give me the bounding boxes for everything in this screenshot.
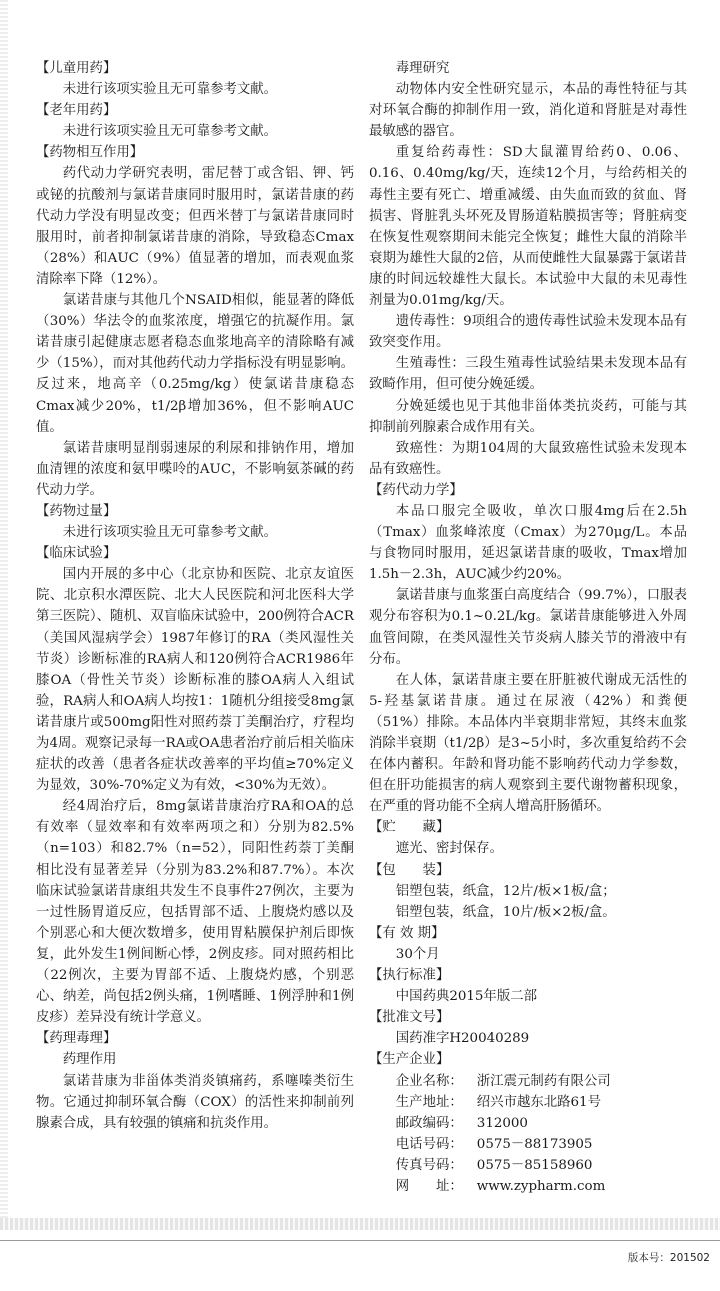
version-number: 版本号：201502 [627,1252,710,1264]
section-children [36,58,354,100]
manufacturer-address-label: 生产地址： [395,1094,463,1110]
standard-text: 中国药典2015年版二部 [395,989,537,1005]
section-pharmacokinetics [369,480,687,818]
manufacturer-address: 绍兴市越东北路61号 [476,1094,601,1110]
manufacturer-name-label: 企业名称： [395,1073,463,1089]
footer-divider [0,1240,720,1241]
clinical-paragraph-2: 经4周治疗后，8mg氯诺昔康治疗RA和OA的总有效率（显效率和有效率两项之和）分别为82.5%（n=103）和82.7%（n=52），同阳性药萘丁美酮相比没有显著差异（分别为83.2%和87.7%）。本次临床试验氯诺昔康组共发生不良事件27例次，主要为一过性肠胃道反应，包括胃部不适、上腹烧灼感以及个别恶心和大便次数增多，使用胃粘膜保护剂后即恢复，此外发生1例间断心悸，2例皮疹。同对照药相比（22例次，主要为胃部不适、上腹烧灼感，个别恶心、纳差，尚包括2例头痛，1例嗜睡、1例浮肿和1例皮疹）差异没有统计学意义。 [36,799,354,1026]
overdose-text: 未进行该项实验且无可靠参考文献。 [62,525,278,541]
manufacturer-fax-row [369,1155,687,1176]
pharmacology-subheading: 药理作用 [62,1052,117,1068]
manufacturer-address-row [369,1092,687,1113]
section-heading-interaction: 【药物相互作用】 [36,145,144,161]
section-heading-clinical: 【临床试验】 [36,546,117,562]
elderly-text: 未进行该项实验且无可靠参考文献。 [62,124,278,140]
section-package [369,860,687,923]
manufacturer-zip: 312000 [476,1115,528,1131]
toxicology-subheading: 毒理研究 [395,61,450,76]
toxicology-paragraph-3: 遗传毒性：9项组合的遗传毒性试验未发现本品有致突变作用。 [369,314,687,351]
left-column [36,58,354,1134]
approval-number: 国药准字H20040289 [395,1031,530,1047]
manufacturer-fax: 0575－85158960 [476,1157,593,1173]
manufacturer-name-row [369,1071,687,1092]
manufacturer-fax-label: 传真号码： [395,1157,463,1173]
pharmacology-paragraph: 氯诺昔康为非甾体类消炎镇痛药，系噻嗪类衍生物。它通过抑制环氧合酶（COX）的活性来抑制前列腺素合成，具有较强的镇痛和抗炎作用。 [36,1073,354,1131]
manufacturer-phone-label: 电话号码： [395,1136,463,1152]
pk-paragraph-1: 本品口服完全吸收，单次口服4mg后在2.5h（Tmax）血浆峰浓度（Cmax）为270μg/L。本品与食物同时服用，延迟氯诺昔康的吸收，Tmax增加1.5h－2.3h，AUC减少约20%。 [369,503,687,583]
right-column [369,58,687,1197]
section-elderly [36,100,354,142]
section-manufacturer [369,1049,687,1197]
section-heading-storage: 【贮 藏】 [369,820,450,836]
clinical-paragraph-1: 国内开展的多中心（北京协和医院、北京友谊医院、北京积水潭医院、北大人民医院和河北医科大学第三医院）、随机、双盲临床试验中，200例符合ACR（美国风湿病学会）1987年修订的RA（类风湿性关节炎）诊断标准的RA病人和120例符合ACR1986年膝OA（骨性关节炎）诊断标准的膝OA病人入组试验，RA病人和OA病人均按1：1随机分组接受8mg氯诺昔康片或500mg阳性对照药萘丁美酮治疗，疗程均为4周。观察记录每一RA或OA患者治疗前后相关临床症状的改善（患者各症状改善率的平均值≥70%定义为显效，30%-70%定义为有效，<30%为无效）。 [36,567,354,794]
package-line-2: 铝塑包装，纸盒，10片/板×2板/盒。 [395,904,616,920]
children-text: 未进行该项实验且无可靠参考文献。 [62,82,278,98]
section-heading-overdose: 【药物过量】 [36,503,117,519]
section-heading-manufacturer: 【生产企业】 [369,1052,450,1068]
section-heading-children: 【儿童用药】 [36,61,117,76]
section-heading-elderly: 【老年用药】 [36,103,117,119]
section-heading-approval: 【批准文号】 [369,1010,450,1026]
interaction-paragraph-3: 氯诺昔康明显削弱速尿的利尿和排钠作用，增加血清锂的浓度和氨甲喋呤的AUC，不影响氨茶碱的药代动力学。 [36,440,354,498]
toxicology-paragraph-6: 致癌性：为期104周的大鼠致癌性试验未发现本品有致癌性。 [369,440,687,477]
validity-text: 30个月 [395,946,440,962]
section-heading-pharmacokinetics: 【药代动力学】 [369,482,463,498]
manufacturer-website: www.zypharm.com [476,1178,606,1194]
manufacturer-zip-row [369,1113,687,1134]
manufacturer-website-row [369,1176,687,1197]
section-heading-standard: 【执行标准】 [369,968,450,984]
section-standard [369,965,687,1007]
footer-pattern-band [0,1218,720,1230]
toxicology-paragraph-5: 分娩延缓也见于其他非甾体类抗炎药，可能与其抑制前列腺素合成作用有关。 [369,398,687,435]
manufacturer-phone-row [369,1134,687,1155]
section-heading-package: 【包 装】 [369,862,450,878]
manufacturer-website-label: 网 址： [395,1178,463,1194]
package-line-1: 铝塑包装，纸盒，12片/板×1板/盒； [395,883,616,899]
section-toxicology [369,58,687,480]
pk-paragraph-2: 氯诺昔康与血浆蛋白高度结合（99.7%），口服表观分布容积为0.1~0.2L/kg。氯诺昔康能够进入外周血管间隙，在类风湿性关节炎病人膝关节的滑液中有分布。 [369,588,687,667]
toxicology-paragraph-4: 生殖毒性：三段生殖毒性试验结果未发现本品有致畸作用，但可使分娩延缓。 [369,356,687,393]
section-storage [369,817,687,859]
manufacturer-name: 浙江震元制药有限公司 [476,1073,611,1089]
section-clinical [36,543,354,1028]
section-validity [369,923,687,965]
manufacturer-zip-label: 邮政编码： [395,1115,463,1131]
pk-paragraph-3: 在人体，氯诺昔康主要在肝脏被代谢成无活性的5-羟基氯诺昔康。通过在尿液（42%）和粪便（51%）排除。本品体内半衰期非常短，其终末血浆消除半衰期（t1/2β）是3~5小时，多次重复给药不会在体内蓄积。年龄和肾功能不影响药代动力学参数，但在肝功能损害的病人观察到主要代谢物蓄积现象，在严重的肾功能不全病人增高肝肠循环。 [369,672,687,815]
section-heading-pharmtox: 【药理毒理】 [36,1031,117,1047]
section-interaction [36,142,354,501]
section-approval [369,1007,687,1049]
toxicology-paragraph-1: 动物体内安全性研究显示，本品的毒性特征与其对环氧合酶的抑制作用一致，消化道和肾脏是对毒性最敏感的器官。 [369,82,687,140]
section-overdose [36,501,354,543]
section-pharmtox [36,1028,354,1133]
interaction-paragraph-1: 药代动力学研究表明，雷尼替丁或含铝、钾、钙或铋的抗酸剂与氯诺昔康同时服用时，氯诺昔康的药代动力学没有明显改变；但西米替丁与氯诺昔康同时服用时，前者抑制氯诺昔康的消除，导致稳态Cmax（28%）和AUC（9%）值显著的增加，而表观血浆清除率下降（12%）。 [36,166,354,287]
scan-edge-artifact [0,0,8,1218]
interaction-paragraph-2: 氯诺昔康与其他几个NSAID相似，能显著的降低（30%）华法令的血浆浓度，增强它的抗凝作用。氯诺昔康引起健康志愿者稳态血浆地高辛的清除略有减少（15%），而对其他药代动力学指标没有明显影响。反过来，地高辛（0.25mg/kg）使氯诺昔康稳态Cmax减少20%，t1/2β增加36%，但不影响AUC值。 [36,293,354,435]
section-heading-validity: 【有 效 期】 [369,925,445,941]
manufacturer-phone: 0575－88173905 [476,1136,593,1152]
toxicology-paragraph-2: 重复给药毒性：SD大鼠灌胃给药0、0.06、0.16、0.40mg/kg/天，连续12个月，与给药相关的毒性主要有死亡、增重减缓、由失血而致的贫血、肾损害、肾脏乳头坏死及胃肠道粘膜损害等；肾脏病变在恢复性观察期间未能完全恢复；雌性大鼠的消除半衰期为雄性大鼠的2倍，从而使雌性大鼠暴露于氯诺昔康的时间远较雄性大鼠长。本试验中大鼠的未见毒性剂量为0.01mg/kg/天。 [369,145,687,309]
storage-text: 遮光、密封保存。 [395,841,503,857]
